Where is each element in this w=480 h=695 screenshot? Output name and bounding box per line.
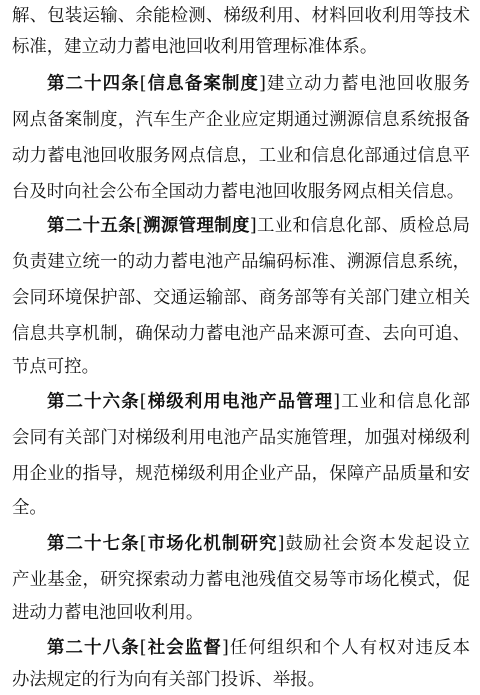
article-title: 溯源管理制度	[142, 216, 250, 236]
text-line: 办法规定的行为向有关部门投诉、举报。	[12, 670, 326, 690]
bracket-close: ]	[277, 534, 285, 554]
article-27-first-line	[47, 532, 470, 556]
text-line: 产业基金，研究探索动力蓄电池残值交易等市场化模式，促	[12, 570, 470, 590]
article-26-first-line	[47, 390, 470, 414]
text-line: 解、包装运输、余能检测、梯级利用、材料回收利用等技术	[12, 6, 470, 26]
article-title: 梯级利用电池产品管理	[146, 392, 334, 412]
article-24-first-line	[47, 72, 470, 96]
text-line: 会同有关部门对梯级利用电池产品实施管理，加强对梯级利	[12, 428, 470, 448]
article-text: 任何组织和个人有权对违反本	[228, 638, 470, 658]
bracket-close: ]	[249, 216, 257, 236]
text-line: 台及时向社会公布全国动力蓄电池回收服务网点相关信息。	[12, 182, 465, 202]
bracket-open: [	[139, 534, 147, 554]
article-title: 社会监督	[146, 638, 222, 658]
bracket-open: [	[139, 74, 147, 94]
article-25-first-line	[47, 214, 470, 238]
text-line: 网点备案制度，汽车生产企业应定期通过溯源信息系统报备	[12, 110, 470, 130]
article-title: 市场化机制研究	[146, 534, 278, 554]
text-line: 动力蓄电池回收服务网点信息，工业和信息化部通过信息平	[12, 146, 470, 166]
article-text: 建立动力蓄电池回收服务	[265, 74, 470, 94]
text-line: 节点可控。	[12, 357, 99, 377]
article-number: 第二十六条	[47, 392, 140, 412]
article-number: 第二十七条	[47, 534, 140, 554]
article-title: 信息备案制度	[146, 74, 260, 94]
article-number: 第二十四条	[47, 74, 140, 94]
article-number: 第二十五条	[47, 216, 136, 236]
bracket-open: [	[139, 638, 147, 658]
text-line: 负责建立统一的动力蓄电池产品编码标准、溯源信息系统，	[12, 252, 470, 272]
article-text: 工业和信息化部、质检总局	[256, 216, 470, 236]
article-text: 工业和信息化部	[340, 392, 470, 412]
text-line: 信息共享机制，确保动力蓄电池产品来源可查、去向可追、	[12, 324, 470, 344]
bracket-close: ]	[259, 74, 266, 94]
article-number: 第二十八条	[47, 638, 140, 658]
bracket-close: ]	[333, 392, 341, 412]
text-line: 标准，建立动力蓄电池回收利用管理标准体系。	[12, 37, 378, 57]
bracket-open: [	[139, 392, 147, 412]
bracket-open: [	[135, 216, 143, 236]
text-line: 会同环境保护部、交通运输部、商务部等有关部门建立相关	[12, 288, 470, 308]
bracket-close: ]	[221, 638, 229, 658]
article-28-first-line	[47, 636, 470, 660]
text-line: 全。	[12, 498, 47, 518]
text-line: 进动力蓄电池回收利用。	[12, 603, 204, 623]
text-line: 用企业的指导，规范梯级利用企业产品，保障产品质量和安	[12, 464, 470, 484]
article-text: 鼓励社会资本发起设立	[284, 534, 470, 554]
